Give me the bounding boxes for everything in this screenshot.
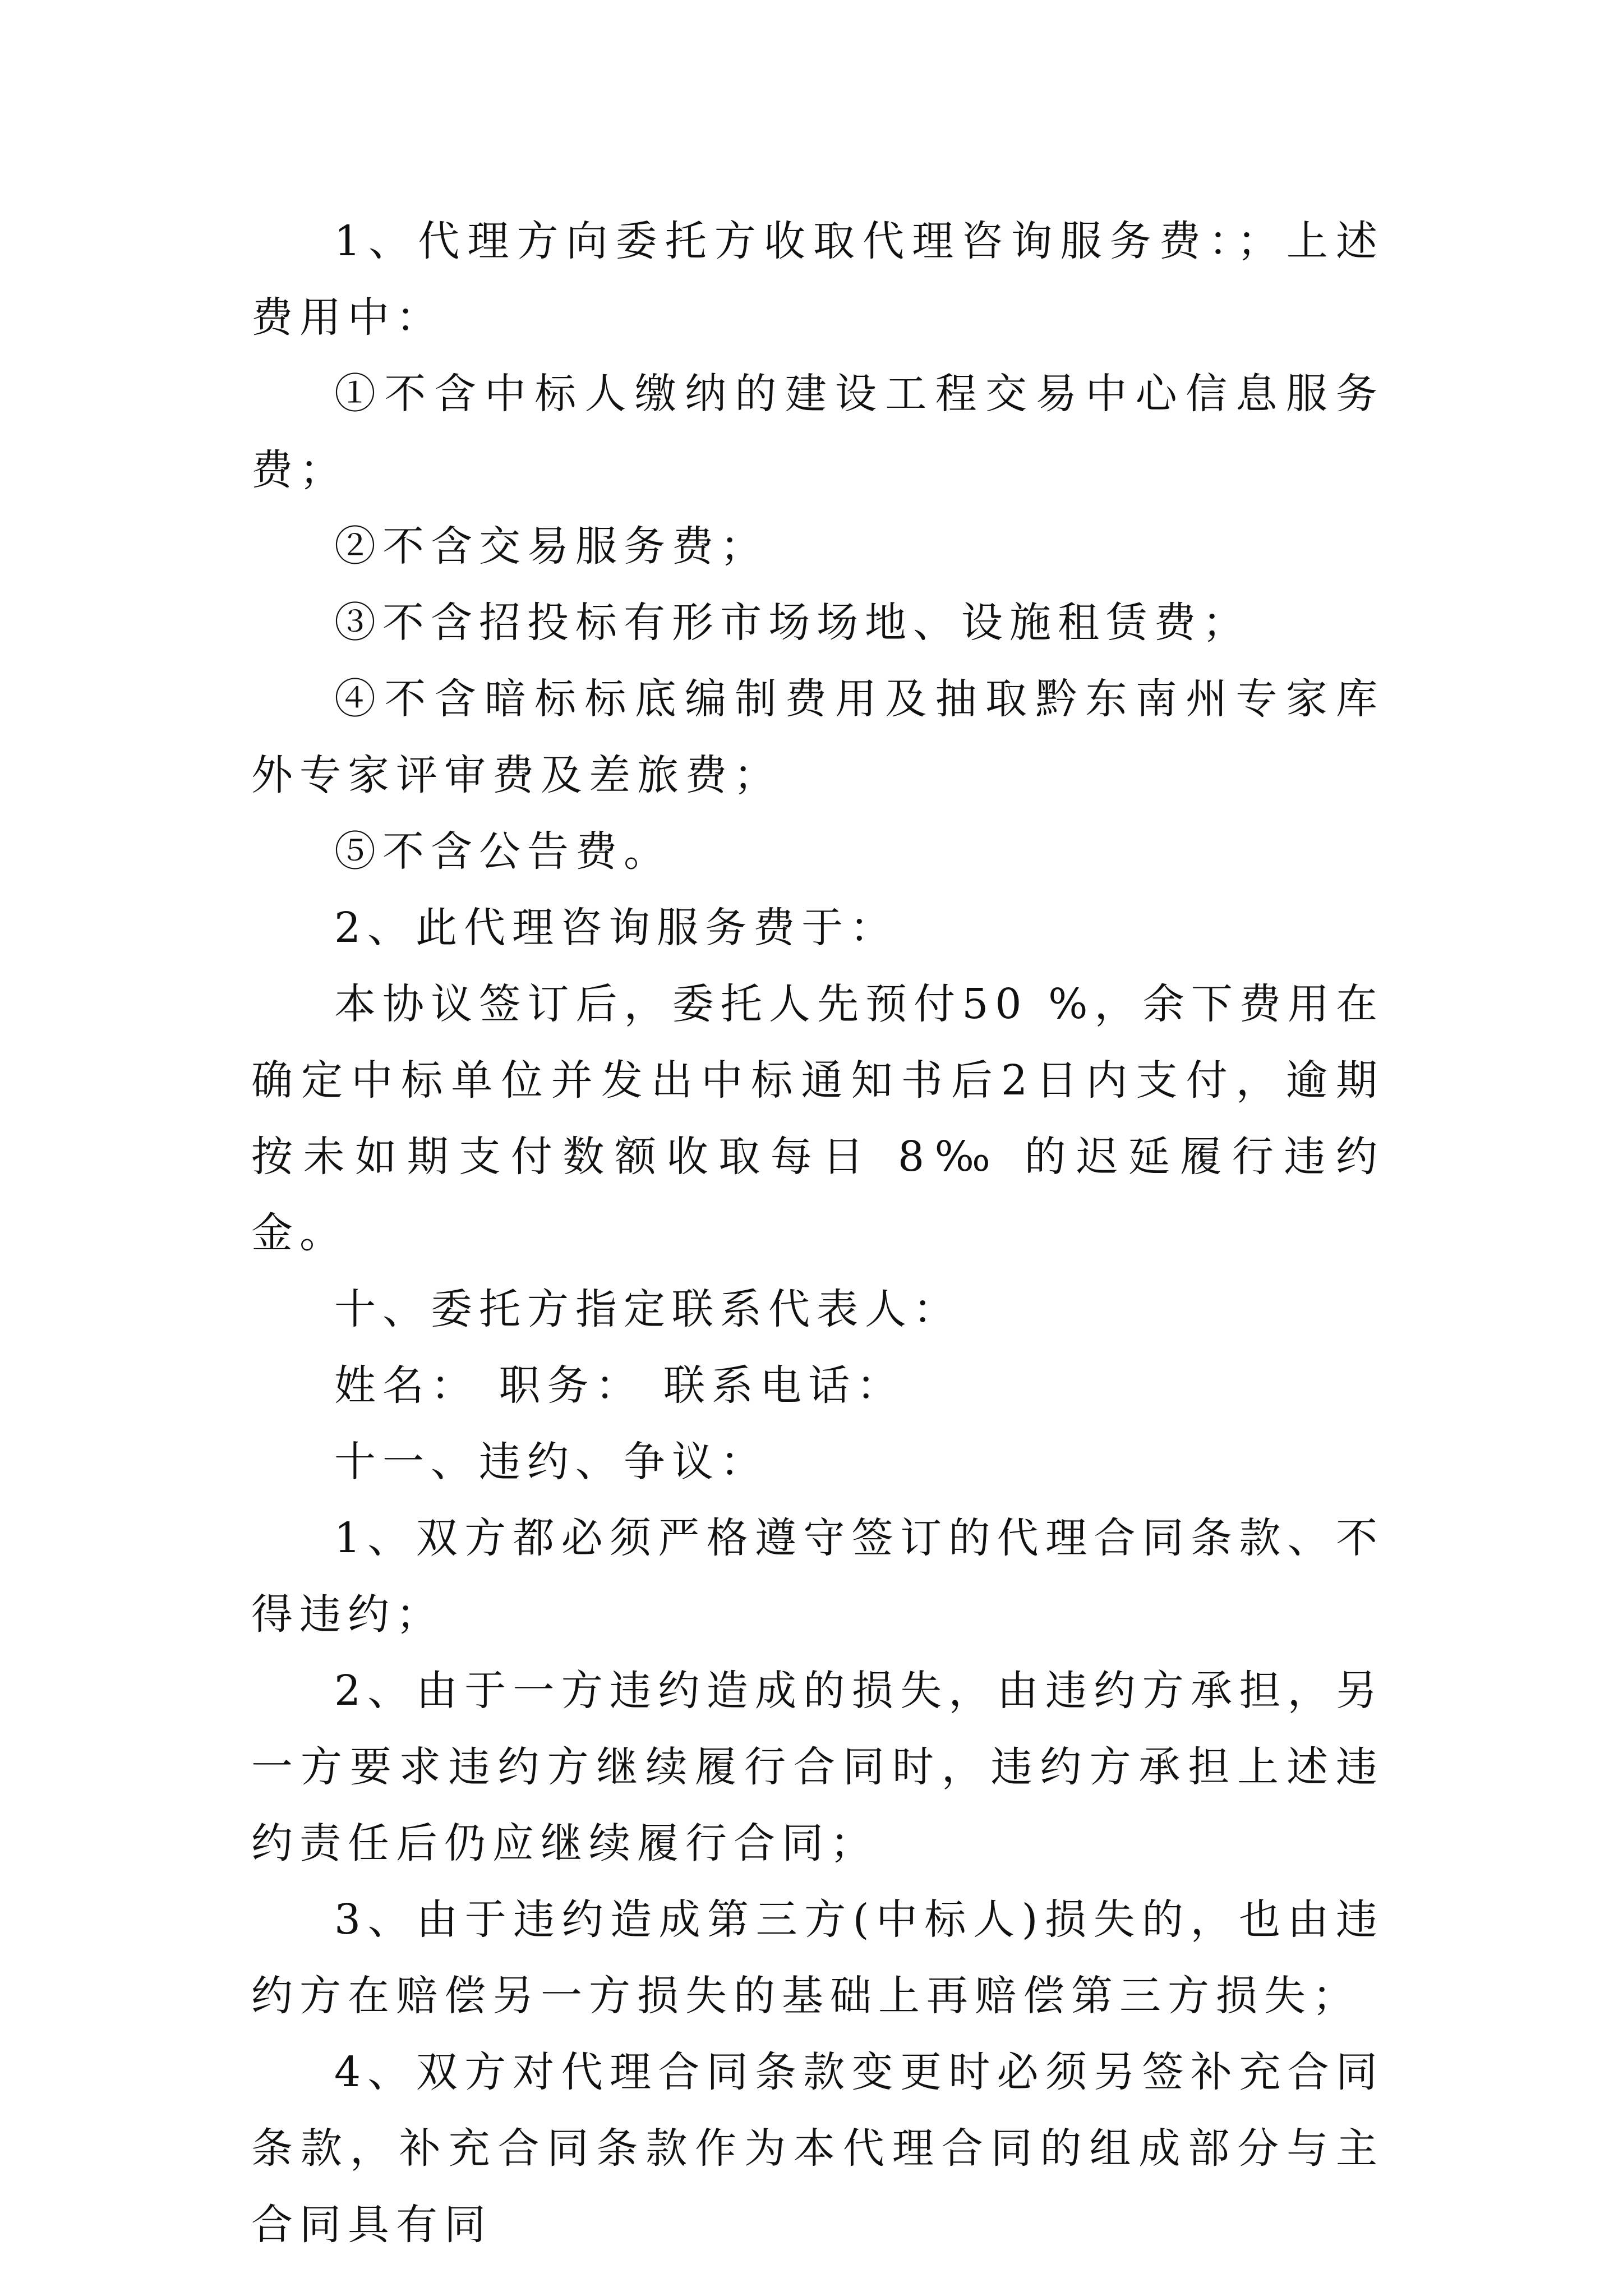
paragraph-breach-4: 4、双方对代理合同条款变更时必须另签补充合同条款，补充合同条款作为本代理合同的组成部分与主合同具有同	[251, 2048, 1384, 2249]
paragraph-payment-heading: 2、此代理咨询服务费于：	[334, 904, 898, 952]
paragraph-service-fee: 1、代理方向委托方收取代理咨询服务费：；上述费用中：	[251, 217, 1384, 342]
paragraph-breach-3: 3、由于违约造成第三方(中标人)损失的，也由违约方在赔偿另一方损失的基础上再赔偿第三方损失；	[251, 1895, 1384, 2020]
paragraph-breach-2: 2、由于一方违约造成的损失，由违约方承担，另一方要求违约方继续履行合同时，违约方承担上述违约责任后仍应继续履行合同；	[251, 1667, 1384, 1867]
paragraph-exclusion-4: ④不含暗标标底编制费用及抽取黔东南州专家库外专家评审费及差旅费；	[251, 675, 1384, 799]
paragraph-contact-fields: 姓名： 职务： 联系电话：	[334, 1361, 905, 1410]
paragraph-exclusion-1: ①不含中标人缴纳的建设工程交易中心信息服务费；	[251, 370, 1384, 494]
paragraph-exclusion-2: ②不含交易服务费；	[334, 522, 768, 570]
section-heading-breach: 十一、违约、争议：	[334, 1438, 768, 1486]
paragraph-breach-1: 1、双方都必须严格遵守签订的代理合同条款、不得违约；	[251, 1514, 1384, 1639]
section-heading-contact: 十、委托方指定联系代表人：	[334, 1285, 961, 1333]
paragraph-payment-terms: 本协议签订后，委托人先预付50 %，余下费用在确定中标单位并发出中标通知书后2日内支付，逾期按未如期支付数额收取每日 8‰ 的迟延履行违约金。	[251, 980, 1384, 1257]
paragraph-exclusion-3: ③不含招投标有形市场场地、设施租赁费；	[334, 599, 1251, 647]
paragraph-exclusion-5: ⑤不含公告费。	[334, 827, 672, 876]
document-body	[251, 203, 1384, 2263]
